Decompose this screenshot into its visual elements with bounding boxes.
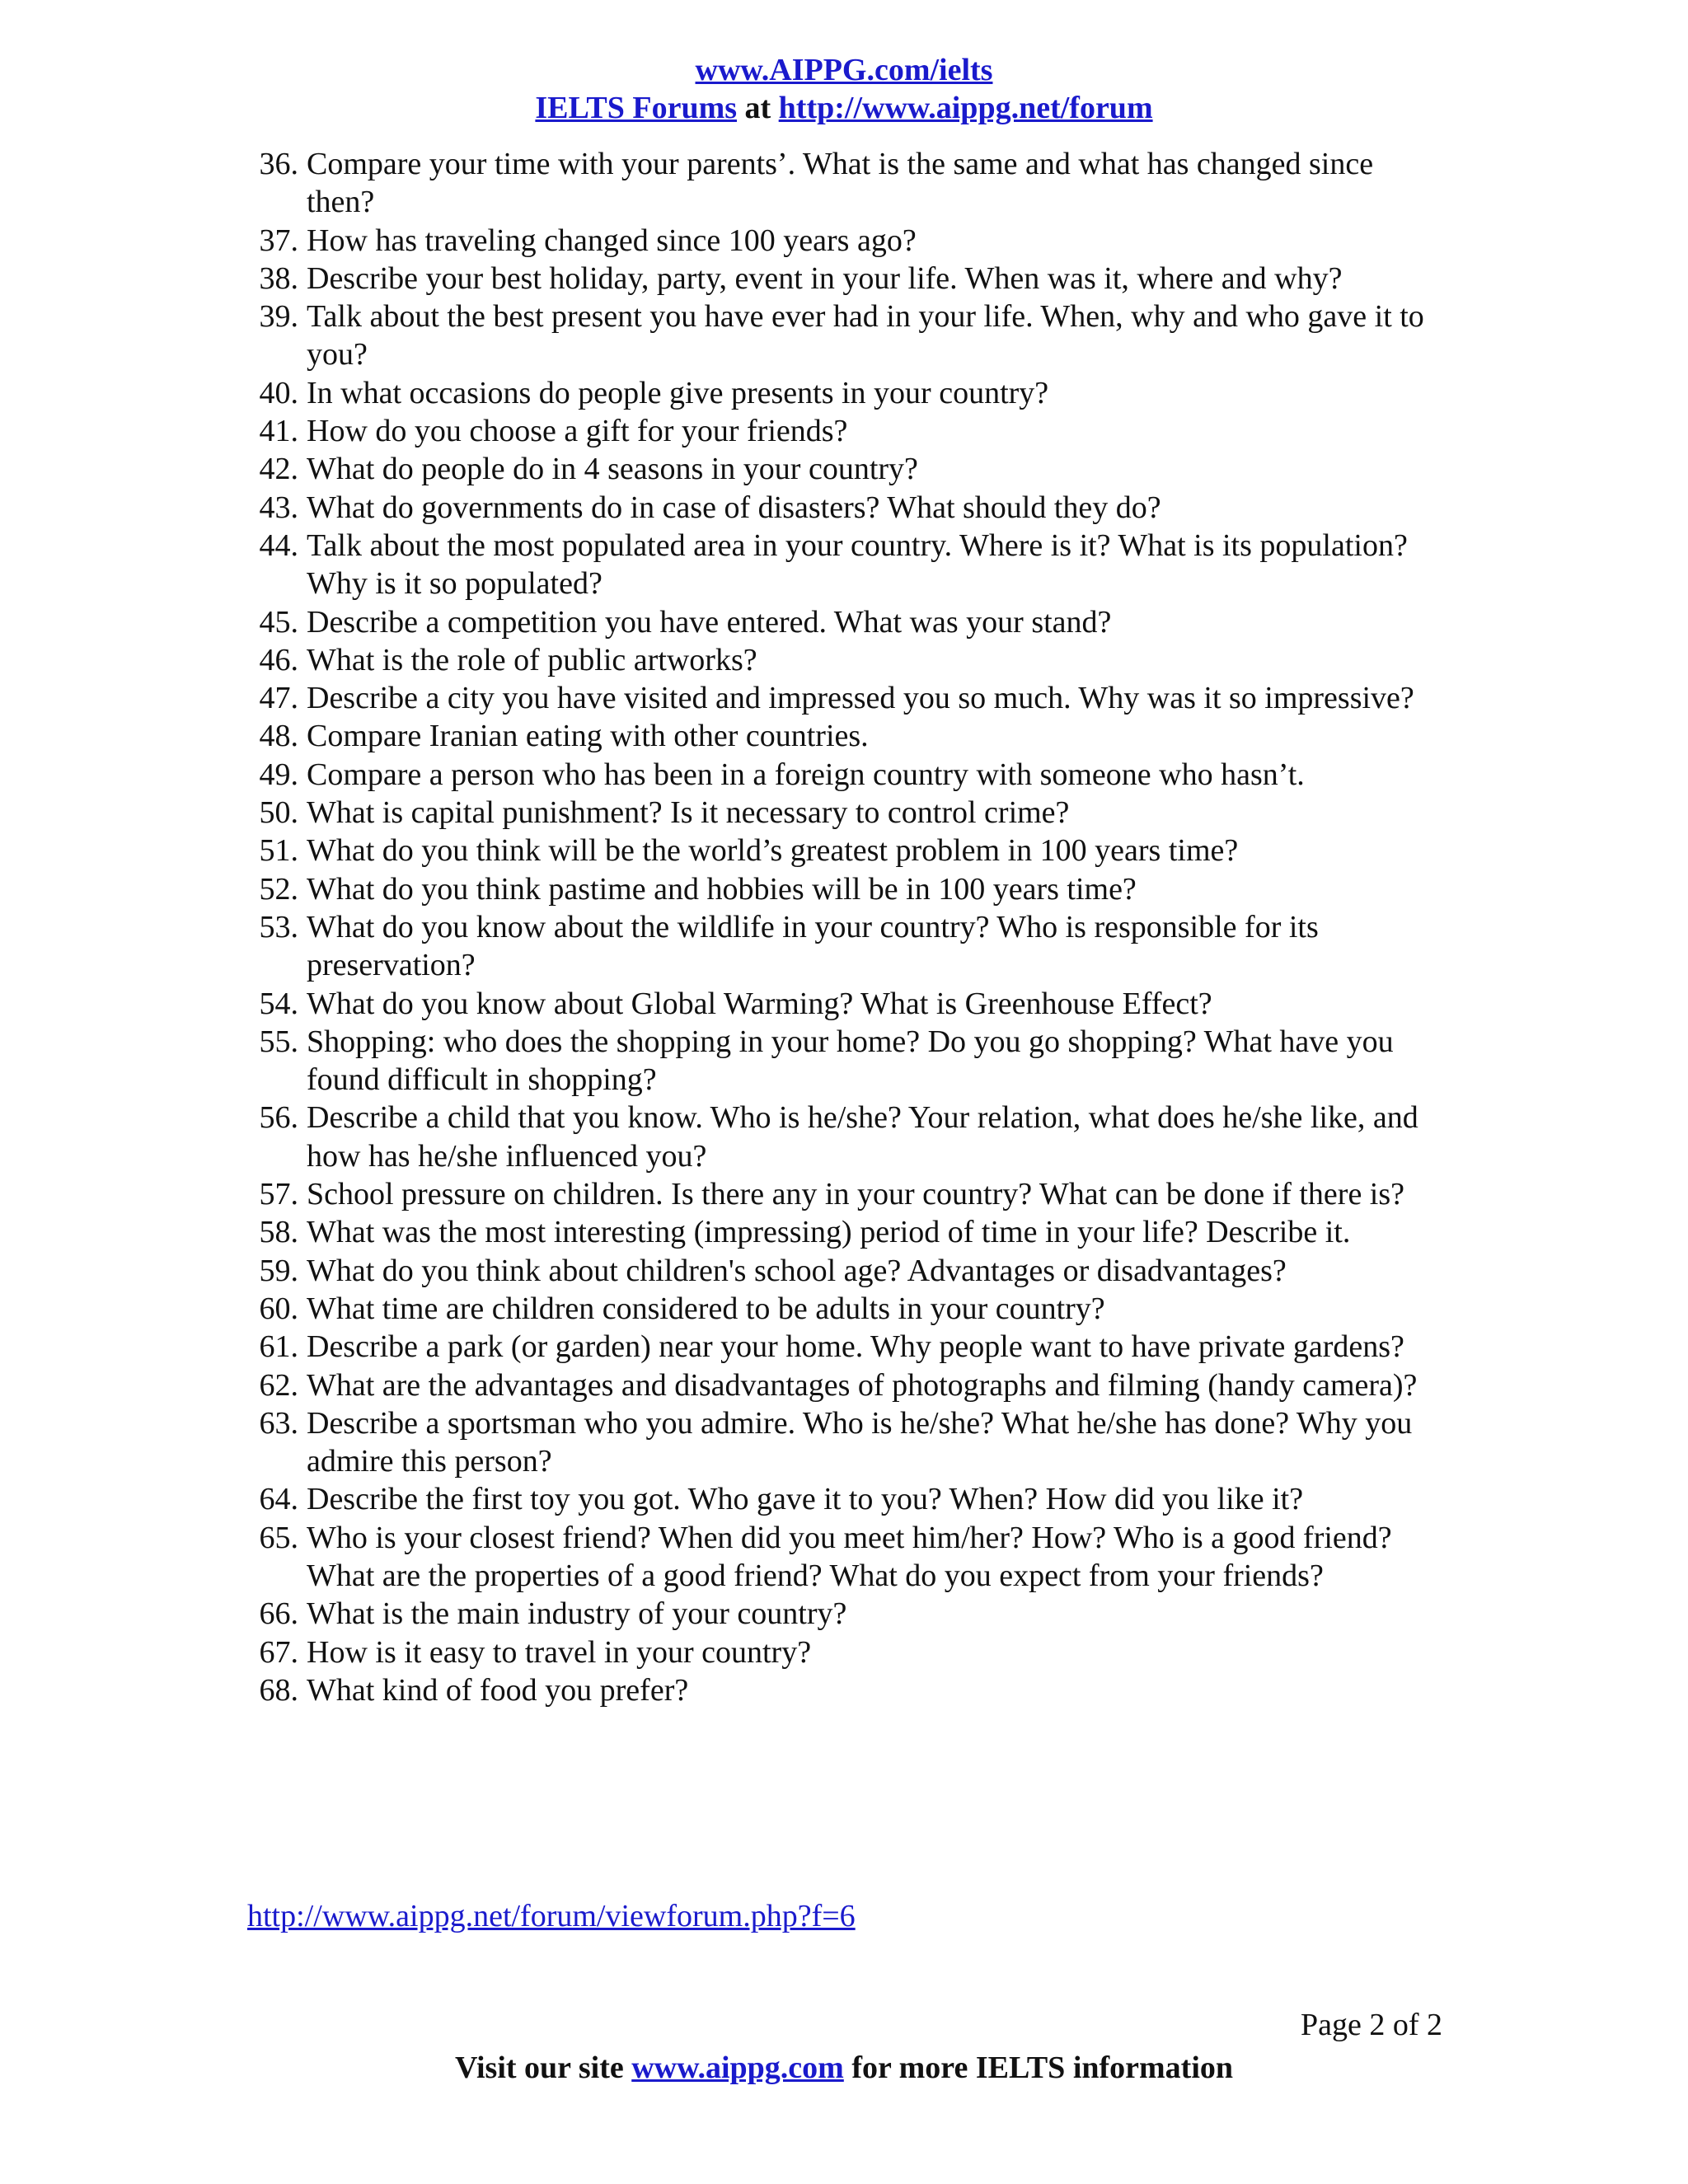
question-number: 49. (259, 757, 298, 792)
list-item (247, 1213, 1426, 1251)
list-item (247, 1633, 1426, 1671)
list-item (247, 1519, 1426, 1596)
list-item (247, 908, 1426, 985)
question-text: Describe a sportsman who you admire. Who is he/she? What he/she has done? Why you admire this person? (307, 1405, 1413, 1479)
question-text: Describe the first toy you got. Who gave it to you? When? How did you like it? (307, 1482, 1304, 1517)
list-item (247, 374, 1426, 412)
list-item (247, 1480, 1426, 1518)
footer-suffix: for more IELTS information (843, 2050, 1234, 2085)
question-number: 50. (259, 795, 298, 831)
list-item (247, 1366, 1426, 1404)
question-text: What kind of food you prefer? (307, 1672, 689, 1708)
list-item (247, 260, 1426, 298)
at-label: at (737, 91, 779, 125)
question-number: 46. (259, 642, 298, 677)
list-item (247, 679, 1426, 717)
question-text: How has traveling changed since 100 years ago? (307, 223, 917, 258)
question-text: Compare a person who has been in a foreign country with someone who hasn’t. (307, 757, 1305, 792)
question-number: 54. (259, 986, 298, 1021)
page-footer (0, 2049, 1688, 2087)
list-item (247, 832, 1426, 869)
question-text: What is capital punishment? Is it necessary to control crime? (307, 795, 1070, 831)
question-text: Who is your closest friend? When did you meet him/her? How? Who is a good friend? What are the properties of a good friend? What do you expect from your friends? (307, 1520, 1392, 1593)
list-item (247, 870, 1426, 908)
question-text: What was the most interesting (impressing) period of time in your life? Describe it. (307, 1215, 1351, 1250)
question-number: 64. (259, 1482, 298, 1517)
question-number: 52. (259, 871, 298, 907)
question-number: 65. (259, 1520, 298, 1555)
list-item (247, 1099, 1426, 1175)
question-list (247, 145, 1426, 1709)
question-number: 45. (259, 604, 298, 640)
question-number: 57. (259, 1177, 298, 1212)
question-number: 39. (259, 299, 298, 335)
question-text: Describe a park (or garden) near your home. Why people want to have private gardens? (307, 1329, 1404, 1365)
question-text: Describe a child that you know. Who is he/she? Your relation, what does he/she like, and how has he/she influenced you? (307, 1100, 1418, 1174)
list-item (247, 450, 1426, 488)
question-text: Describe a competition you have entered. What was your stand? (307, 604, 1112, 640)
list-item (247, 985, 1426, 1023)
question-text: In what occasions do people give presents in your country? (307, 375, 1049, 410)
list-item (247, 603, 1426, 641)
question-text: What do governments do in case of disasters? What should they do? (307, 490, 1161, 525)
list-item (247, 527, 1426, 603)
list-item (247, 298, 1426, 374)
question-text: What do you think will be the world’s greatest problem in 100 years time? (307, 833, 1239, 869)
question-text: Compare Iranian eating with other countries. (307, 719, 869, 754)
question-text: What do you think about children's school age? Advantages or disadvantages? (307, 1253, 1287, 1288)
question-number: 42. (259, 452, 298, 487)
question-text: What is the role of public artworks? (307, 642, 757, 677)
question-number: 43. (259, 490, 298, 525)
list-item (247, 412, 1426, 450)
list-item (247, 1252, 1426, 1290)
question-text: What is the main industry of your country? (307, 1596, 847, 1632)
list-item (247, 145, 1426, 222)
question-text: Describe a city you have visited and impressed you so much. Why was it so impressive? (307, 681, 1414, 716)
viewforum-link[interactable]: http://www.aippg.net/forum/viewforum.php?f=6 (247, 1899, 856, 1933)
list-item (247, 794, 1426, 832)
question-text: Compare your time with your parents’. What is the same and what has changed since then? (307, 147, 1374, 220)
list-item (247, 1404, 1426, 1481)
question-number: 41. (259, 414, 298, 449)
question-number: 51. (259, 833, 298, 869)
list-item (247, 1595, 1426, 1633)
list-item (247, 1175, 1426, 1213)
question-number: 47. (259, 681, 298, 716)
site-link[interactable]: www.AIPPG.com/ielts (695, 53, 993, 87)
question-text: What do you know about Global Warming? What is Greenhouse Effect? (307, 986, 1212, 1021)
list-item (247, 489, 1426, 527)
question-text: How is it easy to travel in your country? (307, 1634, 812, 1670)
question-number: 58. (259, 1215, 298, 1250)
question-number: 59. (259, 1253, 298, 1288)
question-text: School pressure on children. Is there any in your country? What can be done if there is? (307, 1177, 1405, 1212)
list-item (247, 1328, 1426, 1366)
question-number: 44. (259, 527, 298, 563)
question-text: What are the advantages and disadvantages of photographs and filming (handy camera)? (307, 1367, 1418, 1403)
question-text: Shopping: who does the shopping in your home? Do you go shopping? What have you found difficult in shopping? (307, 1024, 1394, 1098)
list-item (247, 1023, 1426, 1099)
list-item (247, 717, 1426, 755)
forum-url-link[interactable]: http://www.aippg.net/forum (778, 91, 1153, 125)
question-number: 48. (259, 719, 298, 754)
page-header (0, 51, 1688, 127)
list-item (247, 222, 1426, 260)
question-text: Describe your best holiday, party, event in your life. When was it, where and why? (307, 260, 1343, 296)
question-number: 61. (259, 1329, 298, 1365)
question-number: 68. (259, 1672, 298, 1708)
question-number: 67. (259, 1634, 298, 1670)
forums-link[interactable]: IELTS Forums (535, 91, 738, 125)
question-number: 63. (259, 1405, 298, 1441)
list-item (247, 1671, 1426, 1709)
list-item (247, 1290, 1426, 1328)
question-number: 60. (259, 1291, 298, 1326)
list-item (247, 641, 1426, 679)
page-number: Page 2 of 2 (1300, 2008, 1442, 2042)
question-number: 40. (259, 375, 298, 410)
question-number: 53. (259, 909, 298, 944)
question-number: 38. (259, 260, 298, 296)
footer-prefix: Visit our site (454, 2050, 632, 2085)
question-text: Talk about the most populated area in your country. Where is it? What is its population? Why is it so populated? (307, 527, 1408, 602)
question-number: 62. (259, 1367, 298, 1403)
footer-site-link[interactable]: www.aippg.com (631, 2050, 844, 2085)
question-number: 36. (259, 147, 298, 181)
question-number: 37. (259, 223, 298, 258)
header-line-1 (0, 51, 1688, 89)
header-line-2 (0, 89, 1688, 127)
question-text: What do people do in 4 seasons in your country? (307, 452, 918, 487)
question-text: What do you think pastime and hobbies will be in 100 years time? (307, 871, 1137, 907)
question-text: What do you know about the wildlife in your country? Who is responsible for its preservation? (307, 909, 1319, 983)
question-number: 56. (259, 1100, 298, 1136)
question-number: 55. (259, 1024, 298, 1059)
question-text: How do you choose a gift for your friends? (307, 414, 848, 449)
list-item (247, 756, 1426, 794)
question-text: Talk about the best present you have ever had in your life. When, why and who gave it to you? (307, 299, 1424, 373)
question-number: 66. (259, 1596, 298, 1632)
question-text: What time are children considered to be adults in your country? (307, 1291, 1105, 1326)
